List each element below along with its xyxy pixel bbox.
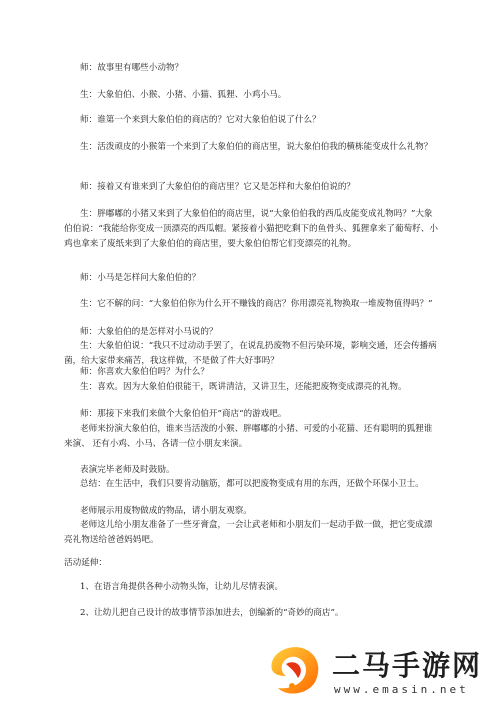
- paragraph-5: 师：接着又有谁来到了大象伯伯的商店里？它又是怎样和大象伯伯说的？: [80, 182, 356, 192]
- paragraph-14: 老师来扮演大象伯伯，谁来当活泼的小猴、胖嘟嘟的小猪、可爱的小花猫、还有聪明的狐狸谁来演、 还有小鸡、小马、各请一位小朋友来演。: [64, 424, 433, 449]
- watermark-title: 二马手游网: [332, 649, 483, 682]
- paragraph-21: 2、让幼儿把自己设计的故事情节添加进去，创编新的“奇妙的商店”。: [80, 608, 344, 618]
- paragraph-3: 师：谁第一个来到大象伯伯的商店的？它对大象伯伯说了什么？: [80, 115, 321, 125]
- paragraph-8: 生：它不解的问：“大象伯伯你为什么开不赚钱的商店？你用漂亮礼物换取一堆废物值得吗？”: [80, 299, 433, 309]
- watermark-url: www.emasin.net: [334, 683, 469, 696]
- paragraph-13: 师：那接下来我们来做个大象伯伯开”商店“的游戏吧。: [80, 409, 287, 419]
- paragraph-10: 生：大象伯伯说：“我只不过动动手罢了，在说乱扔废物不但污染环境，影响交通，还会传播病菌，给大家带来痛苦，我这样做，不是做了件大好事吗？: [64, 341, 437, 366]
- paragraph-18: 老师这儿给小朋友准备了一些牙膏盒，一会让武老师和小朋友们一起动手做一做，把它变成漂亮礼物送给爸爸妈妈吧。: [64, 520, 433, 545]
- paragraph-2: 生：大象伯伯、小猴、小猪、小猫、狐狸、小鸡小马。: [80, 90, 287, 100]
- paragraph-11: 师：你喜欢大象伯伯吗？为什么？: [80, 367, 209, 377]
- paragraph-12: 生：喜欢。因为大象伯伯很能干，既讲清洁，又讲卫生，还能把废物变成漂亮的礼物。: [80, 382, 407, 392]
- paragraph-16: 总结：在生活中，我们只要肯动脑筋，都可以把废物变成有用的东西，还做个环保小卫士。: [80, 479, 424, 489]
- watermark: [262, 640, 494, 704]
- watermark-logo-icon: [262, 640, 328, 700]
- paragraph-7: 师：小马是怎样问大象伯伯的？: [80, 273, 201, 283]
- paragraph-6: 生：胖嘟嘟的小猪又来到了大象伯伯的商店里，说“大象伯伯我的西瓜皮能变成礼物吗？”大象伯伯说：“我能给你变成一顶漂亮的西瓜帽。紧接着小猫把吃剩下的鱼骨头、狐狸拿来了葡萄籽、小鸡也拿来了废纸来到了大象伯伯的商店里，要大象伯伯帮它们变漂亮的礼物。: [64, 209, 438, 249]
- section-heading-extension: 活动延伸：: [64, 558, 107, 568]
- paragraph-15: 表演完毕老师及时鼓励。: [80, 465, 175, 475]
- paragraph-17: 老师展示用废物做成的物品，请小朋友观察。: [80, 506, 252, 516]
- paragraph-1: 师：故事里有哪些小动物？: [80, 63, 184, 73]
- paragraph-4: 生：活泼顽皮的小猴第一个来到了大象伯伯的商店里，说大象伯伯我的横栋能变成什么礼物？: [80, 142, 433, 152]
- paragraph-9: 师：大象伯伯的是怎样对小马说的？: [80, 327, 218, 337]
- paragraph-20: 1、在语言角提供各种小动物头饰，让幼儿尽情表演。: [80, 582, 284, 592]
